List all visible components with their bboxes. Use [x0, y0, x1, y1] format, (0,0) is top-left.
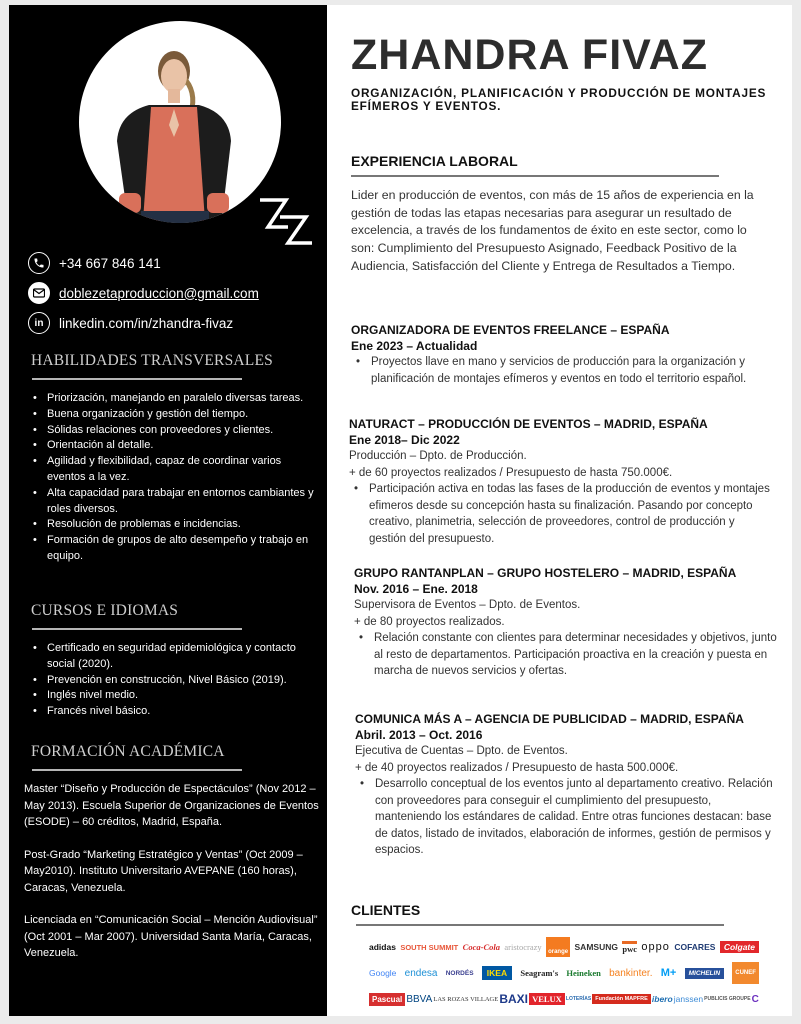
job-entry [351, 322, 776, 387]
logo-pascual: Pascual [369, 993, 405, 1006]
logo-bbva: BBVA [406, 993, 433, 1005]
job-stat: + de 60 proyectos realizados / Presupuesto de hasta 750.000€. [349, 466, 673, 479]
skill-item: • Priorización, manejando en paralelo diversas tareas. [31, 391, 321, 407]
logo-aristocrazy: aristocrazy [504, 942, 542, 952]
logo-colgate: Colgate [720, 941, 759, 953]
job-date: Nov. 2016 – Ene. 2018 [354, 582, 478, 596]
logo-bankinter: bankinter. [609, 967, 653, 979]
phone-icon [28, 252, 50, 274]
job-role: Supervisora de Eventos – Dpto. de Eventos. [354, 599, 581, 611]
logo-row [369, 987, 759, 1011]
job-entry [355, 711, 780, 859]
contact-linkedin[interactable] [28, 312, 233, 334]
logo-pwc: pwc [622, 941, 637, 954]
course-item: • Francés nivel básico. [31, 704, 321, 720]
education-item: Licenciada en “Comunicación Social – Mención Audiovisual” (Oct 2001 – Mar 2007). Universidad Santa María, Caracas, Venezuela. [24, 914, 318, 959]
skill-item: • Alta capacidad para trabajar en entornos cambiantes y roles diversos. [31, 486, 321, 518]
job-bullets [354, 630, 779, 680]
logo-janssen: janssen [673, 994, 704, 1004]
skill-item: • Buena organización y gestión del tiempo. [31, 407, 321, 423]
candidate-name: ZHANDRA FIVAZ [351, 31, 708, 79]
skills-list [31, 391, 321, 565]
experience-heading: EXPERIENCIA LABORAL [351, 153, 518, 169]
phone-number: +34 667 846 141 [59, 255, 161, 271]
logo-south-summit: SOUTH SUMMIT [400, 942, 459, 952]
logo-publicis-groupe: PUBLICIS GROUPE [704, 996, 751, 1002]
courses-divider [32, 628, 242, 630]
job-date: Ene 2023 – Actualidad [351, 339, 478, 353]
job-entry [349, 416, 774, 547]
linkedin-url[interactable]: linkedin.com/in/zhandra-fivaz [59, 315, 234, 331]
education-item: Post-Grado “Marketing Estratégico y Ventas” (Oct 2009 – May2010). Instituto Universitario AVEPANE (160 horas), Caracas, Venezuela. [24, 848, 303, 894]
logo-cunef: CUNEF [732, 962, 759, 984]
logo-seagrams: Seagram's [520, 968, 559, 978]
education-heading: FORMACIÓN ACADÉMICA [31, 743, 225, 760]
logo-heineken: Heineken [566, 968, 601, 978]
course-item: • Certificado en seguridad epidemiológica y contacto social (2020). [31, 641, 321, 673]
courses-heading: CURSOS E IDIOMAS [31, 602, 179, 619]
logo-velux: VELUX [529, 993, 565, 1005]
profile-photo [79, 21, 281, 223]
job-stat: + de 80 proyectos realizados. [354, 615, 505, 628]
logo-samsung: SAMSUNG [574, 942, 618, 952]
job-bullets [351, 354, 776, 387]
email-link[interactable]: doblezetaproduccion@gmail.com [59, 285, 259, 301]
candidate-tagline: ORGANIZACIÓN, PLANIFICACIÓN Y PRODUCCIÓN DE MONTAJES EFÍMEROS Y EVENTOS. [351, 86, 767, 113]
logo-oppo: oppo [641, 941, 670, 953]
skills-heading: HABILIDADES TRANSVERSALES [31, 352, 273, 369]
job-bullets [355, 776, 780, 859]
education-list [24, 781, 319, 978]
job-date: Abril. 2013 – Oct. 2016 [355, 728, 483, 742]
logo-ikea: IKEA [482, 966, 512, 980]
logo-las-rozas-village: LAS ROZAS VILLAGE [433, 995, 499, 1003]
job-entry [354, 565, 779, 680]
logo-loterias: LOTERÍAS [565, 996, 592, 1002]
experience-divider [351, 175, 719, 177]
skill-item: • Sólidas relaciones con proveedores y clientes. [31, 423, 321, 439]
contact-phone[interactable] [28, 252, 161, 274]
job-bullets [349, 481, 774, 547]
job-bullet: • Participación activa en todas las fases de la producción de eventos y montajes efimeros desde su concepción hasta su finalización. Pasando por concepto creativo, planimetria, selección de proveedores, control de producción y gestión del presupuesto. [349, 481, 774, 547]
contact-email[interactable] [28, 282, 259, 304]
resume-page [9, 5, 792, 1016]
logo-endesa: endesa [404, 967, 438, 979]
logo-cofares: COFARES [674, 942, 716, 952]
logo-nordes: NORDÉS [445, 969, 474, 977]
logo-adidas: adidas [369, 942, 396, 952]
skill-item: • Orientación al detalle. [31, 438, 321, 454]
logo-ibero: ibero [651, 994, 673, 1004]
logo-orange: orange [546, 937, 570, 957]
skill-item: • Formación de grupos de alto desempeño y trabajo en equipo. [31, 533, 321, 565]
logo-google: Google [369, 968, 397, 978]
sidebar [9, 5, 327, 1016]
job-title: ORGANIZADORA DE EVENTOS FREELANCE – ESPAÑA [351, 323, 670, 337]
course-item: • Prevención en construcción, Nivel Básico (2019). [31, 673, 321, 689]
logo-coca-cola: Coca-Cola [462, 942, 500, 952]
job-bullet: • Proyectos llave en mano y servicios de producción para la organización y planificación de montajes efímeros y eventos en todo el territorio español. [351, 354, 776, 387]
skill-item: • Resolución de problemas e incidencias. [31, 517, 321, 533]
education-divider [32, 769, 242, 771]
mail-icon [28, 282, 50, 304]
skill-item: • Agilidad y flexibilidad, capaz de coordinar varios eventos a la vez. [31, 454, 321, 486]
clients-heading: CLIENTES [351, 902, 421, 918]
linkedin-icon: in [28, 312, 50, 334]
logo-baxi: BAXI [499, 992, 528, 1006]
skills-divider [32, 378, 242, 380]
logo-fundacion-mapfre: Fundación MAPFRE [592, 994, 651, 1004]
person-figure-icon [79, 21, 281, 223]
job-date: Ene 2018– Dic 2022 [349, 433, 460, 447]
courses-list [31, 641, 321, 720]
job-title: GRUPO RANTANPLAN – GRUPO HOSTELERO – MADRID, ESPAÑA [354, 566, 737, 580]
job-role: Ejecutiva de Cuentas – Dpto. de Eventos. [355, 745, 568, 757]
job-stat: + de 40 proyectos realizados / Presupuesto de hasta 500.000€. [355, 761, 679, 774]
zz-logo-icon [256, 197, 314, 247]
education-item: Master “Diseño y Producción de Espectáculos” (Nov 2012 – May 2013). Escuela Superior de Organizaciones de Eventos (ESODE) – 60 créditos, Madrid, España. [24, 783, 319, 828]
logo-row [369, 935, 759, 959]
logo-movistar-plus: M+ [660, 967, 677, 979]
job-title: COMUNICA MÁS A – AGENCIA DE PUBLICIDAD – MADRID, ESPAÑA [355, 712, 744, 726]
course-item: • Inglés nivel medio. [31, 688, 321, 704]
job-title: NATURACT – PRODUCCIÓN DE EVENTOS – MADRID, ESPAÑA [349, 417, 708, 431]
job-bullet: • Relación constante con clientes para determinar necesidades y objetivos, junto al resto de departamentos. Participación proactiva en la creación y puesta en marcha de nuevos servicios y ofertas. [354, 630, 779, 680]
clients-divider [356, 924, 724, 926]
client-logos [369, 935, 759, 1013]
logo-row [369, 961, 759, 985]
job-bullet: • Desarrollo conceptual de los eventos junto al departamento creativo. Relación con proveedores para conseguir el cumplimiento del presupuesto, manteniendo los estándares de calidad. Entre otras funciones destacan: base de datos, listado de invitados, elaboración de informes, gestión de permisos y espacios. [355, 776, 780, 859]
logo-purple-c: C [751, 993, 759, 1005]
job-role: Producción – Dpto. de Producción. [349, 450, 527, 462]
logo-michelin: MICHELIN [685, 968, 724, 979]
experience-summary: Lider en producción de eventos, con más de 15 años de experiencia en la gestión de todas las etapas necesarias para asegurar un resultado de excelencia, a través de los fundamentos de éxito en este sector, como lo son: Cumplimiento del Presupuesto Asignado, Feedback Positivo de la Audiencia, Satisfacción del Cliente y Entrega de Resultados a Tiempo. [351, 188, 754, 273]
